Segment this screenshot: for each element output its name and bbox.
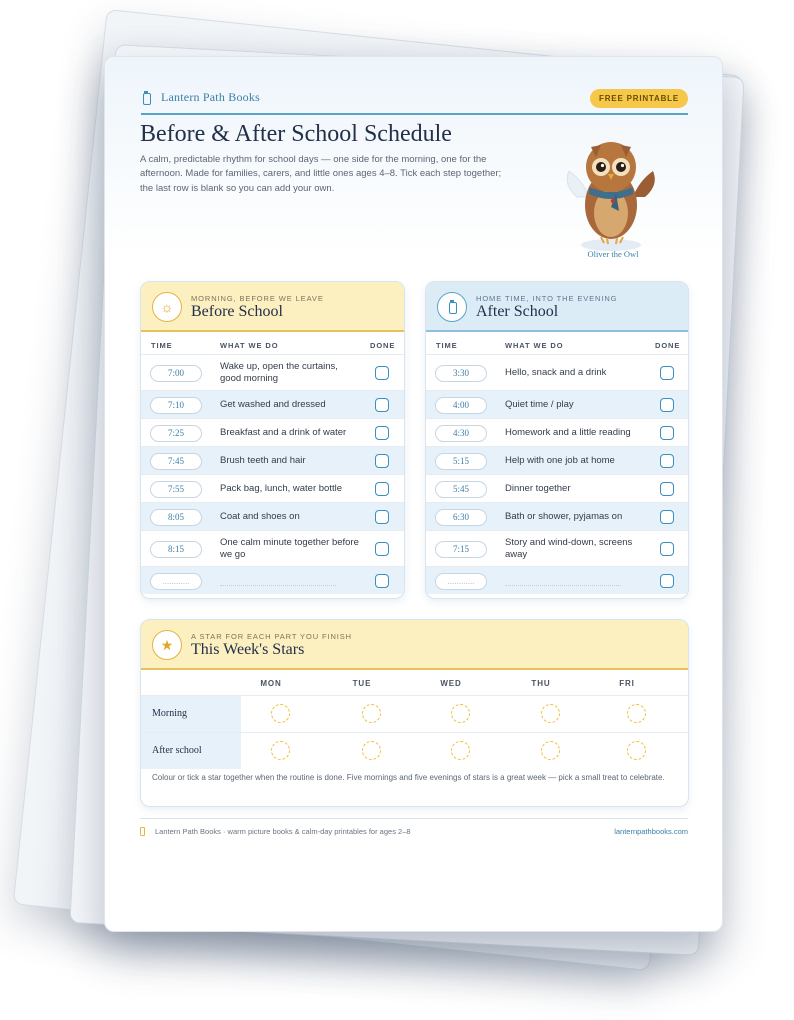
done-checkbox[interactable] bbox=[660, 574, 674, 588]
done-checkbox[interactable] bbox=[375, 454, 389, 468]
task-label: Coat and shoes on bbox=[220, 510, 300, 522]
star-row-label: Morning bbox=[141, 696, 241, 732]
free-printable-badge: FREE PRINTABLE bbox=[590, 89, 688, 108]
time-field[interactable]: 3:30 bbox=[435, 365, 487, 382]
task-label: One calm minute together before we go bbox=[220, 536, 359, 560]
after-school-header bbox=[426, 282, 688, 332]
schedule-row bbox=[426, 502, 688, 530]
sun-icon: ☼ bbox=[152, 292, 182, 322]
column-header-time: TIME bbox=[151, 341, 173, 350]
time-field[interactable]: 7:15 bbox=[435, 541, 487, 558]
card-eyebrow: HOME TIME, INTO THE EVENING bbox=[476, 294, 618, 303]
before-school-header bbox=[141, 282, 404, 332]
schedule-row bbox=[426, 474, 688, 502]
task-label: Brush teeth and hair bbox=[220, 454, 306, 466]
star-slot[interactable] bbox=[541, 704, 560, 723]
star-row-label: After school bbox=[141, 733, 241, 769]
card-eyebrow: A STAR FOR EACH PART YOU FINISH bbox=[191, 632, 352, 641]
brand bbox=[141, 90, 260, 105]
column-header-task: WHAT WE DO bbox=[505, 341, 564, 350]
printable-page bbox=[104, 56, 723, 932]
done-checkbox[interactable] bbox=[660, 426, 674, 440]
schedule-row bbox=[141, 502, 404, 530]
done-checkbox[interactable] bbox=[375, 510, 389, 524]
star-rows bbox=[141, 695, 688, 769]
task-label: Homework and a little reading bbox=[505, 426, 631, 438]
star-slot[interactable] bbox=[362, 704, 381, 723]
lantern-icon bbox=[447, 300, 457, 314]
star-slot[interactable] bbox=[271, 741, 290, 760]
day-headers bbox=[141, 670, 688, 695]
star-row bbox=[141, 695, 688, 732]
before-school-card bbox=[140, 281, 405, 599]
done-checkbox[interactable] bbox=[660, 482, 674, 496]
time-field[interactable]: 4:30 bbox=[435, 425, 487, 442]
time-field[interactable]: 7:10 bbox=[150, 397, 202, 414]
column-headers bbox=[426, 332, 688, 354]
time-field[interactable]: 7:00 bbox=[150, 365, 202, 382]
day-header: WED bbox=[440, 679, 462, 688]
done-checkbox[interactable] bbox=[660, 510, 674, 524]
day-header: FRI bbox=[619, 679, 635, 688]
column-header-done: DONE bbox=[655, 341, 681, 350]
day-header: TUE bbox=[352, 679, 372, 688]
star-slot[interactable] bbox=[362, 741, 381, 760]
time-field[interactable]: 8:05 bbox=[150, 509, 202, 526]
star-icon: ★ bbox=[152, 630, 182, 660]
done-checkbox[interactable] bbox=[375, 398, 389, 412]
schedule-row bbox=[426, 566, 688, 594]
done-checkbox[interactable] bbox=[375, 482, 389, 496]
star-row bbox=[141, 732, 688, 769]
time-field[interactable]: 5:45 bbox=[435, 481, 487, 498]
blank-time-field[interactable]: ............ bbox=[150, 573, 202, 590]
schedule-row bbox=[141, 418, 404, 446]
done-checkbox[interactable] bbox=[660, 366, 674, 380]
task-label: Breakfast and a drink of water bbox=[220, 426, 347, 438]
page-footer bbox=[140, 818, 688, 844]
task-label: Story and wind-down, screens away bbox=[505, 536, 633, 560]
star-slot[interactable] bbox=[451, 741, 470, 760]
day-header: MON bbox=[260, 679, 282, 688]
blank-task-line[interactable] bbox=[220, 576, 336, 586]
lantern-icon bbox=[141, 91, 151, 105]
card-eyebrow: MORNING, BEFORE WE LEAVE bbox=[191, 294, 324, 303]
lantern-icon bbox=[437, 292, 467, 322]
day-header: THU bbox=[531, 679, 551, 688]
task-label: Get washed and dressed bbox=[220, 398, 326, 410]
brand-bar bbox=[141, 89, 688, 115]
column-header-time: TIME bbox=[436, 341, 458, 350]
schedule-row bbox=[141, 446, 404, 474]
schedule-row bbox=[426, 418, 688, 446]
column-header-task: WHAT WE DO bbox=[220, 341, 279, 350]
page-title: Before & After School Schedule bbox=[140, 121, 452, 147]
lantern-icon bbox=[140, 827, 145, 836]
footer-credit bbox=[140, 827, 411, 836]
schedule-row bbox=[426, 446, 688, 474]
schedule-row bbox=[141, 354, 404, 390]
done-checkbox[interactable] bbox=[375, 542, 389, 556]
schedule-row bbox=[141, 530, 404, 566]
schedule-row bbox=[426, 354, 688, 390]
website-link[interactable]: lanternpathbooks.com bbox=[614, 827, 688, 836]
schedule-row bbox=[426, 390, 688, 418]
done-checkbox[interactable] bbox=[660, 398, 674, 412]
star-slot[interactable] bbox=[541, 741, 560, 760]
weekly-stars-header bbox=[141, 620, 688, 670]
schedule-row bbox=[141, 566, 404, 594]
task-label: Quiet time / play bbox=[505, 398, 574, 410]
star-slot[interactable] bbox=[451, 704, 470, 723]
done-checkbox[interactable] bbox=[375, 574, 389, 588]
star-slot[interactable] bbox=[271, 704, 290, 723]
done-checkbox[interactable] bbox=[375, 366, 389, 380]
weekly-stars-card bbox=[140, 619, 689, 807]
card-title: This Week's Stars bbox=[191, 641, 305, 658]
time-field[interactable]: 7:25 bbox=[150, 425, 202, 442]
card-title: After School bbox=[476, 303, 559, 320]
done-checkbox[interactable] bbox=[660, 542, 674, 556]
mascot-caption: Oliver the Owl bbox=[587, 249, 639, 259]
page-intro: A calm, predictable rhythm for school days — one side for the morning, one for the afternoon. Made for families, carers, and little ones ages 4–8. Tick each step together; the last row is blank so you can add your own. bbox=[140, 154, 502, 194]
time-field[interactable]: 5:15 bbox=[435, 453, 487, 470]
blank-time-field[interactable]: ............ bbox=[435, 573, 487, 590]
time-field[interactable]: 4:00 bbox=[435, 397, 487, 414]
done-checkbox[interactable] bbox=[375, 426, 389, 440]
time-field[interactable]: 6:30 bbox=[435, 509, 487, 526]
column-header-done: DONE bbox=[370, 341, 396, 350]
task-label: Bath or shower, pyjamas on bbox=[505, 510, 623, 522]
done-checkbox[interactable] bbox=[660, 454, 674, 468]
card-title: Before School bbox=[191, 303, 283, 320]
schedule-row bbox=[426, 530, 688, 566]
star-slot[interactable] bbox=[627, 704, 646, 723]
task-label: Wake up, open the curtains, good morning bbox=[220, 360, 338, 384]
column-headers bbox=[141, 332, 404, 354]
schedule-row bbox=[141, 390, 404, 418]
star-slot[interactable] bbox=[627, 741, 646, 760]
owl-illustration bbox=[561, 127, 661, 267]
time-field[interactable]: 8:15 bbox=[150, 541, 202, 558]
stars-note: Colour or tick a star together when the routine is done. Five mornings and five evenings of stars is a great week — pick a small treat to celebrate. bbox=[152, 773, 665, 782]
task-label: Hello, snack and a drink bbox=[505, 366, 607, 378]
brand-name: Lantern Path Books bbox=[161, 90, 260, 104]
after-school-card bbox=[425, 281, 689, 599]
after-school-rows bbox=[426, 354, 688, 594]
task-label: Help with one job at home bbox=[505, 454, 615, 466]
task-label: Dinner together bbox=[505, 482, 571, 494]
before-school-rows bbox=[141, 354, 404, 594]
time-field[interactable]: 7:55 bbox=[150, 481, 202, 498]
blank-task-line[interactable] bbox=[505, 576, 621, 586]
task-label: Pack bag, lunch, water bottle bbox=[220, 482, 342, 494]
time-field[interactable]: 7:45 bbox=[150, 453, 202, 470]
schedule-row bbox=[141, 474, 404, 502]
footer-text: Lantern Path Books · warm picture books & calm-day printables for ages 2–8 bbox=[155, 827, 411, 836]
